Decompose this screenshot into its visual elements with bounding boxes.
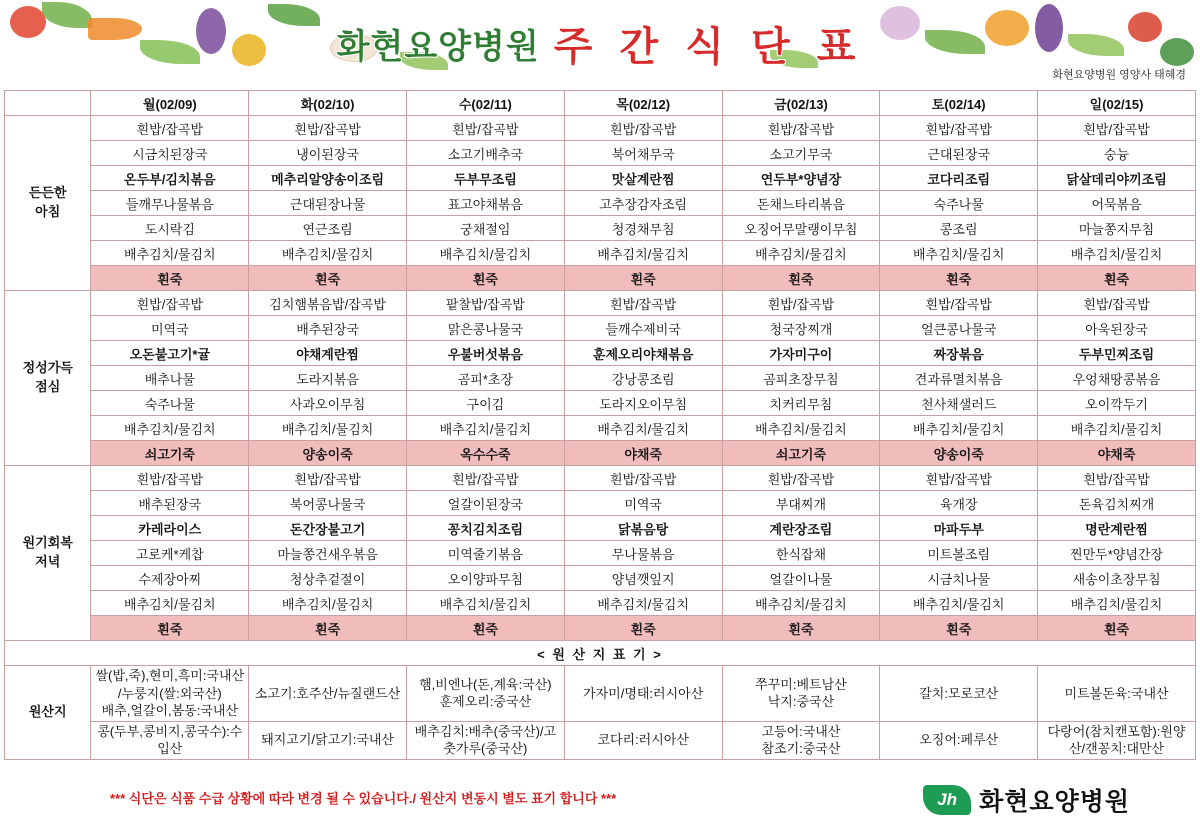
menu-cell: 근대된장국 bbox=[880, 141, 1038, 166]
menu-cell: 숭늉 bbox=[1038, 141, 1196, 166]
menu-row bbox=[5, 341, 1196, 366]
menu-cell: 오돈불고기*귤 bbox=[91, 341, 249, 366]
corner-cell bbox=[5, 91, 91, 116]
menu-cell: 맛살계란찜 bbox=[564, 166, 722, 191]
porridge-cell: 흰죽 bbox=[406, 266, 564, 291]
menu-row bbox=[5, 466, 1196, 491]
menu-cell: 도라지오이무침 bbox=[564, 391, 722, 416]
menu-row bbox=[5, 291, 1196, 316]
menu-cell: 청상추겉절이 bbox=[249, 566, 407, 591]
porridge-cell: 양송이죽 bbox=[880, 441, 1038, 466]
menu-cell: 배추김치/물김치 bbox=[564, 416, 722, 441]
menu-row bbox=[5, 316, 1196, 341]
menu-cell: 흰밥/잡곡밥 bbox=[880, 116, 1038, 141]
menu-cell: 구이김 bbox=[406, 391, 564, 416]
menu-cell: 흰밥/잡곡밥 bbox=[91, 291, 249, 316]
logo-text: 화현요양병원 bbox=[979, 788, 1130, 816]
menu-cell: 배추김치/물김치 bbox=[249, 591, 407, 616]
menu-cell: 청경채무침 bbox=[564, 216, 722, 241]
menu-cell: 숙주나물 bbox=[91, 391, 249, 416]
menu-cell: 견과류멸치볶음 bbox=[880, 366, 1038, 391]
menu-cell: 온두부/김치볶음 bbox=[91, 166, 249, 191]
column-header-mon: 월(02/09) bbox=[91, 91, 249, 116]
porridge-row bbox=[5, 441, 1196, 466]
footer bbox=[0, 782, 1200, 818]
weekly-menu-table bbox=[4, 90, 1196, 760]
menu-cell: 아욱된장국 bbox=[1038, 316, 1196, 341]
menu-cell: 배추김치/물김치 bbox=[880, 591, 1038, 616]
title-weekly-menu: 주 간 식 단 표 bbox=[553, 24, 864, 69]
menu-cell: 곰피초장무침 bbox=[722, 366, 880, 391]
menu-cell: 새송이초장무침 bbox=[1038, 566, 1196, 591]
menu-cell: 배추김치/물김치 bbox=[91, 416, 249, 441]
menu-cell: 흰밥/잡곡밥 bbox=[564, 116, 722, 141]
menu-cell: 야채계란찜 bbox=[249, 341, 407, 366]
menu-cell: 돈채느타리볶음 bbox=[722, 191, 880, 216]
menu-cell: 무나물볶음 bbox=[564, 541, 722, 566]
menu-cell: 얼갈이된장국 bbox=[406, 491, 564, 516]
menu-cell: 코다리조림 bbox=[880, 166, 1038, 191]
origin-cell: 가자미/명태:러시아산 bbox=[564, 666, 722, 722]
origin-cell: 햄,비엔나(돈,계육:국산) 훈제오리:중국산 bbox=[406, 666, 564, 722]
menu-cell: 두부민찌조림 bbox=[1038, 341, 1196, 366]
menu-cell: 궁채절임 bbox=[406, 216, 564, 241]
menu-cell: 배추된장국 bbox=[91, 491, 249, 516]
menu-cell: 고로케*케찹 bbox=[91, 541, 249, 566]
menu-row bbox=[5, 216, 1196, 241]
origin-cell: 고등어:국내산 참조기:중국산 bbox=[722, 721, 880, 759]
menu-row bbox=[5, 116, 1196, 141]
origin-cell: 다랑어(참치캔포함):원양산/갠꽁치:대만산 bbox=[1038, 721, 1196, 759]
porridge-cell: 흰죽 bbox=[880, 616, 1038, 641]
menu-cell: 흰밥/잡곡밥 bbox=[249, 466, 407, 491]
origin-cell: 오징어:페루산 bbox=[880, 721, 1038, 759]
porridge-cell: 흰죽 bbox=[564, 266, 722, 291]
porridge-cell: 흰죽 bbox=[1038, 266, 1196, 291]
menu-cell: 배추김치/물김치 bbox=[1038, 591, 1196, 616]
menu-cell: 냉이된장국 bbox=[249, 141, 407, 166]
menu-cell: 팥찰밥/잡곡밥 bbox=[406, 291, 564, 316]
menu-cell: 배추김치/물김치 bbox=[722, 416, 880, 441]
porridge-cell: 흰죽 bbox=[91, 616, 249, 641]
menu-cell: 배추나물 bbox=[91, 366, 249, 391]
menu-cell: 오징어무말랭이무침 bbox=[722, 216, 880, 241]
menu-cell: 도시락김 bbox=[91, 216, 249, 241]
column-header-wed: 수(02/11) bbox=[406, 91, 564, 116]
porridge-cell: 양송이죽 bbox=[249, 441, 407, 466]
menu-row bbox=[5, 566, 1196, 591]
menu-cell: 오이깍두기 bbox=[1038, 391, 1196, 416]
menu-row bbox=[5, 541, 1196, 566]
menu-cell: 배추김치/물김치 bbox=[91, 241, 249, 266]
menu-cell: 훈제오리야채볶음 bbox=[564, 341, 722, 366]
menu-cell: 흰밥/잡곡밥 bbox=[722, 466, 880, 491]
menu-cell: 맑은콩나물국 bbox=[406, 316, 564, 341]
menu-cell: 배추김치/물김치 bbox=[880, 416, 1038, 441]
column-header-sat: 토(02/14) bbox=[880, 91, 1038, 116]
origin-cell: 소고기:호주산/뉴질랜드산 bbox=[249, 666, 407, 722]
menu-cell: 찐만두*양념간장 bbox=[1038, 541, 1196, 566]
menu-cell: 들깨무나물볶음 bbox=[91, 191, 249, 216]
menu-cell: 천사채샐러드 bbox=[880, 391, 1038, 416]
section-label-dinner: 원기회복 저녁 bbox=[5, 466, 91, 641]
menu-cell: 계란장조림 bbox=[722, 516, 880, 541]
porridge-row bbox=[5, 616, 1196, 641]
menu-cell: 배추김치/물김치 bbox=[406, 591, 564, 616]
menu-cell: 흰밥/잡곡밥 bbox=[1038, 116, 1196, 141]
origin-cell: 돼지고기/닭고기:국내산 bbox=[249, 721, 407, 759]
menu-cell: 배추된장국 bbox=[249, 316, 407, 341]
menu-cell: 배추김치/물김치 bbox=[722, 241, 880, 266]
menu-cell: 가자미구이 bbox=[722, 341, 880, 366]
porridge-cell: 쇠고기죽 bbox=[91, 441, 249, 466]
menu-cell: 명란계란찜 bbox=[1038, 516, 1196, 541]
menu-cell: 마늘쫑건새우볶음 bbox=[249, 541, 407, 566]
menu-row bbox=[5, 166, 1196, 191]
porridge-row bbox=[5, 266, 1196, 291]
porridge-cell: 흰죽 bbox=[406, 616, 564, 641]
column-header-fri: 금(02/13) bbox=[722, 91, 880, 116]
menu-cell: 얼큰콩나물국 bbox=[880, 316, 1038, 341]
origin-row bbox=[5, 666, 1196, 722]
menu-cell: 미역국 bbox=[564, 491, 722, 516]
menu-cell: 우엉채땅콩볶음 bbox=[1038, 366, 1196, 391]
menu-row bbox=[5, 191, 1196, 216]
menu-cell: 메추리알양송이조림 bbox=[249, 166, 407, 191]
menu-cell: 부대찌개 bbox=[722, 491, 880, 516]
table-header-row bbox=[5, 91, 1196, 116]
menu-cell: 북어콩나물국 bbox=[249, 491, 407, 516]
menu-cell: 배추김치/물김치 bbox=[880, 241, 1038, 266]
menu-cell: 돈육김치찌개 bbox=[1038, 491, 1196, 516]
menu-cell: 한식잡채 bbox=[722, 541, 880, 566]
menu-body bbox=[5, 116, 1196, 760]
menu-cell: 오이양파무침 bbox=[406, 566, 564, 591]
column-header-tue: 화(02/10) bbox=[249, 91, 407, 116]
origin-cell: 미트볼돈육:국내산 bbox=[1038, 666, 1196, 722]
menu-cell: 도라지볶음 bbox=[249, 366, 407, 391]
menu-cell: 곰피*초장 bbox=[406, 366, 564, 391]
menu-cell: 수제장아찌 bbox=[91, 566, 249, 591]
origin-banner: < 원 산 지 표 기 > bbox=[5, 641, 1196, 666]
menu-cell: 소고기무국 bbox=[722, 141, 880, 166]
menu-row bbox=[5, 366, 1196, 391]
menu-cell: 미역줄기볶음 bbox=[406, 541, 564, 566]
menu-cell: 고추장감자조림 bbox=[564, 191, 722, 216]
menu-cell: 배추김치/물김치 bbox=[1038, 241, 1196, 266]
menu-cell: 육개장 bbox=[880, 491, 1038, 516]
menu-cell: 청국장찌개 bbox=[722, 316, 880, 341]
origin-cell: 쌀(밥,죽),현미,흑미:국내산 /누룽지(쌀:외국산) 배추,얼갈이,봄동:국내산 bbox=[91, 666, 249, 722]
footer-note: *** 식단은 식품 수급 상황에 따라 변경 될 수 있습니다./ 원산지 변동시 별도 표기 합니다 *** bbox=[110, 791, 617, 806]
menu-cell: 근대된장나물 bbox=[249, 191, 407, 216]
porridge-cell: 흰죽 bbox=[722, 266, 880, 291]
byline-nutritionist: 화현요양병원 영양사 태혜경 bbox=[1052, 69, 1186, 81]
menu-cell: 연두부*양념장 bbox=[722, 166, 880, 191]
menu-row bbox=[5, 491, 1196, 516]
column-header-sun: 일(02/15) bbox=[1038, 91, 1196, 116]
section-label-origin: 원산지 bbox=[5, 666, 91, 760]
origin-cell: 코다리:러시아산 bbox=[564, 721, 722, 759]
section-label-breakfast: 든든한 아침 bbox=[5, 116, 91, 291]
menu-cell: 흰밥/잡곡밥 bbox=[722, 116, 880, 141]
menu-cell: 마늘쫑지무침 bbox=[1038, 216, 1196, 241]
porridge-cell: 흰죽 bbox=[564, 616, 722, 641]
menu-row bbox=[5, 241, 1196, 266]
menu-cell: 닭살데리야끼조림 bbox=[1038, 166, 1196, 191]
menu-cell: 얼갈이나물 bbox=[722, 566, 880, 591]
menu-cell: 흰밥/잡곡밥 bbox=[564, 466, 722, 491]
menu-cell: 소고기배추국 bbox=[406, 141, 564, 166]
porridge-cell: 흰죽 bbox=[249, 616, 407, 641]
menu-cell: 시금치된장국 bbox=[91, 141, 249, 166]
origin-cell: 갈치:모로코산 bbox=[880, 666, 1038, 722]
section-label-lunch: 정성가득 점심 bbox=[5, 291, 91, 466]
menu-cell: 북어채무국 bbox=[564, 141, 722, 166]
menu-cell: 흰밥/잡곡밥 bbox=[406, 466, 564, 491]
menu-cell: 배추김치/물김치 bbox=[564, 591, 722, 616]
menu-cell: 흰밥/잡곡밥 bbox=[880, 466, 1038, 491]
menu-cell: 배추김치/물김치 bbox=[564, 241, 722, 266]
menu-cell: 배추김치/물김치 bbox=[722, 591, 880, 616]
menu-cell: 짜장볶음 bbox=[880, 341, 1038, 366]
menu-cell: 흰밥/잡곡밥 bbox=[722, 291, 880, 316]
menu-row bbox=[5, 416, 1196, 441]
menu-cell: 어묵볶음 bbox=[1038, 191, 1196, 216]
origin-cell: 콩(두부,콩비지,콩국수):수입산 bbox=[91, 721, 249, 759]
menu-cell: 우불버섯볶음 bbox=[406, 341, 564, 366]
menu-cell: 카레라이스 bbox=[91, 516, 249, 541]
menu-cell: 연근조림 bbox=[249, 216, 407, 241]
menu-cell: 김치햄볶음밥/잡곡밥 bbox=[249, 291, 407, 316]
origin-cell: 쭈꾸미:베트남산 낙지:중국산 bbox=[722, 666, 880, 722]
porridge-cell: 옥수수죽 bbox=[406, 441, 564, 466]
porridge-cell: 야채죽 bbox=[1038, 441, 1196, 466]
menu-cell: 흰밥/잡곡밥 bbox=[880, 291, 1038, 316]
menu-cell: 흰밥/잡곡밥 bbox=[564, 291, 722, 316]
menu-cell: 마파두부 bbox=[880, 516, 1038, 541]
origin-row bbox=[5, 721, 1196, 759]
menu-cell: 미트볼조림 bbox=[880, 541, 1038, 566]
menu-cell: 닭볶음탕 bbox=[564, 516, 722, 541]
porridge-cell: 야채죽 bbox=[564, 441, 722, 466]
menu-cell: 흰밥/잡곡밥 bbox=[249, 116, 407, 141]
menu-cell: 배추김치/물김치 bbox=[249, 416, 407, 441]
porridge-cell: 흰죽 bbox=[249, 266, 407, 291]
menu-cell: 배추김치/물김치 bbox=[91, 591, 249, 616]
menu-cell: 돈간장불고기 bbox=[249, 516, 407, 541]
menu-cell: 치커리무침 bbox=[722, 391, 880, 416]
origin-banner-row bbox=[5, 641, 1196, 666]
menu-cell: 콩조림 bbox=[880, 216, 1038, 241]
menu-cell: 배추김치/물김치 bbox=[249, 241, 407, 266]
menu-cell: 배추김치/물김치 bbox=[406, 241, 564, 266]
menu-cell: 강낭콩조림 bbox=[564, 366, 722, 391]
menu-cell: 흰밥/잡곡밥 bbox=[406, 116, 564, 141]
menu-row bbox=[5, 591, 1196, 616]
porridge-cell: 흰죽 bbox=[1038, 616, 1196, 641]
porridge-cell: 흰죽 bbox=[880, 266, 1038, 291]
menu-row bbox=[5, 391, 1196, 416]
menu-cell: 흰밥/잡곡밥 bbox=[91, 466, 249, 491]
menu-cell: 표고야채볶음 bbox=[406, 191, 564, 216]
menu-cell: 들깨수제비국 bbox=[564, 316, 722, 341]
hospital-logo bbox=[923, 782, 1130, 818]
porridge-cell: 흰죽 bbox=[722, 616, 880, 641]
menu-cell: 숙주나물 bbox=[880, 191, 1038, 216]
menu-cell: 배추김치/물김치 bbox=[406, 416, 564, 441]
menu-cell: 사과오이무침 bbox=[249, 391, 407, 416]
menu-cell: 배추김치/물김치 bbox=[1038, 416, 1196, 441]
origin-cell: 배추김치:배추(중국산)/고춧가루(중국산) bbox=[406, 721, 564, 759]
page-title bbox=[0, 8, 1200, 78]
menu-cell: 양념깻잎지 bbox=[564, 566, 722, 591]
menu-cell: 흰밥/잡곡밥 bbox=[1038, 466, 1196, 491]
menu-cell: 미역국 bbox=[91, 316, 249, 341]
menu-row bbox=[5, 516, 1196, 541]
menu-cell: 흰밥/잡곡밥 bbox=[1038, 291, 1196, 316]
logo-mark-icon: Jh bbox=[923, 785, 971, 815]
column-header-thu: 목(02/12) bbox=[564, 91, 722, 116]
menu-cell: 시금치나물 bbox=[880, 566, 1038, 591]
porridge-cell: 쇠고기죽 bbox=[722, 441, 880, 466]
porridge-cell: 흰죽 bbox=[91, 266, 249, 291]
title-hospital-name: 화현요양병원 bbox=[336, 27, 540, 66]
menu-row bbox=[5, 141, 1196, 166]
menu-cell: 꽁치김치조림 bbox=[406, 516, 564, 541]
menu-cell: 흰밥/잡곡밥 bbox=[91, 116, 249, 141]
menu-cell: 두부무조림 bbox=[406, 166, 564, 191]
